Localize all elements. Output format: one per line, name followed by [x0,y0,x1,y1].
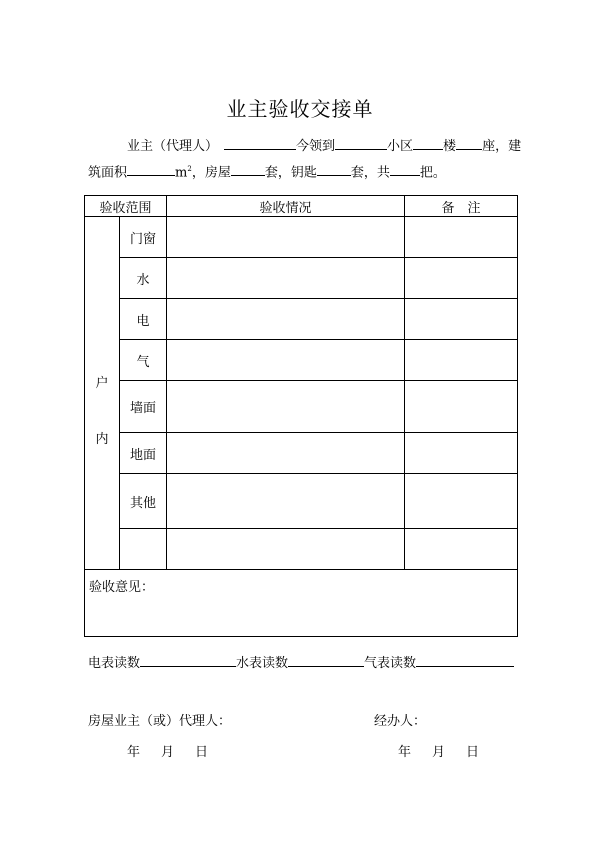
header-condition: 验收情况 [167,196,405,217]
condition-cell[interactable] [167,258,405,299]
condition-cell[interactable] [167,433,405,474]
area-field[interactable] [127,162,175,176]
inspection-table [84,195,518,637]
received-label: 今领到 [296,139,336,154]
remarks-cell[interactable] [405,529,518,570]
total-label: 套，共 [350,165,390,181]
electric-meter-label: 电表读数 [88,656,141,671]
opinion-label: 验收意见： [89,580,155,595]
indoor-label-char-1: 户 [95,375,109,391]
key-sets-field[interactable] [317,162,351,176]
row-label-walls: 墙面 [120,381,167,433]
row-label-doors-windows: 门窗 [120,217,167,258]
meter-readings-line [88,653,514,673]
remarks-cell[interactable] [405,258,518,299]
condition-cell[interactable] [167,299,405,340]
intro-line-2 [88,160,446,182]
pieces-label: 把。 [419,165,446,181]
header-remarks: 备 注 [405,196,518,217]
electric-meter-field[interactable] [140,653,236,667]
indoor-group-label [85,217,120,570]
condition-cell[interactable] [167,381,405,433]
table-header-row [85,196,518,217]
intro-line-1 [127,136,521,156]
condition-cell[interactable] [167,217,405,258]
area-unit-superscript: 2 [187,165,192,173]
row-label-gas: 气 [120,340,167,381]
remarks-cell[interactable] [405,381,518,433]
row-label-electricity: 电 [120,299,167,340]
condition-cell[interactable] [167,474,405,529]
condition-cell[interactable] [167,340,405,381]
table-row [85,258,518,299]
table-row [85,474,518,529]
water-meter-field[interactable] [288,653,364,667]
condition-cell[interactable] [167,529,405,570]
table-row [85,381,518,433]
gas-meter-field[interactable] [416,653,514,667]
area-unit: m [175,165,188,181]
handler-signature-label: 经办人： [374,714,427,729]
row-label-water: 水 [120,258,167,299]
remarks-cell[interactable] [405,217,518,258]
table-row [85,340,518,381]
seat-number-field[interactable] [456,136,482,150]
keys-label: 套，钥匙 [264,165,317,181]
water-meter-label: 水表读数 [236,656,289,671]
opinion-row [85,570,518,637]
key-count-field[interactable] [390,162,420,176]
building-label: 楼 [443,139,457,154]
remarks-cell[interactable] [405,299,518,340]
owner-label: 业主（代理人） [127,139,219,154]
seat-label: 座，建 [482,139,522,154]
owner-name-field[interactable] [224,136,296,150]
row-label-blank [120,529,167,570]
table-row [85,529,518,570]
community-label: 小区 [387,139,414,154]
remarks-cell[interactable] [405,340,518,381]
owner-signature-label: 房屋业主（或）代理人： [88,714,232,729]
owner-date: 年 月 日 [127,745,213,760]
gas-meter-label: 气表读数 [364,656,417,671]
remarks-cell[interactable] [405,474,518,529]
remarks-cell[interactable] [405,433,518,474]
table-row [85,299,518,340]
building-number-field[interactable] [413,136,443,150]
area-label: 筑面积 [88,165,128,181]
community-name-field[interactable] [335,136,387,150]
opinion-cell[interactable] [85,570,518,637]
house-count-field[interactable] [231,162,265,176]
table-row [85,217,518,258]
header-scope: 验收范围 [85,196,167,217]
handler-date: 年 月 日 [398,745,484,760]
row-label-floor: 地面 [120,433,167,474]
table-row [85,433,518,474]
page-title: 业主验收交接单 [226,97,374,121]
house-label: ，房屋 [191,165,231,181]
indoor-label-char-2: 内 [95,431,109,447]
row-label-other: 其他 [120,474,167,529]
